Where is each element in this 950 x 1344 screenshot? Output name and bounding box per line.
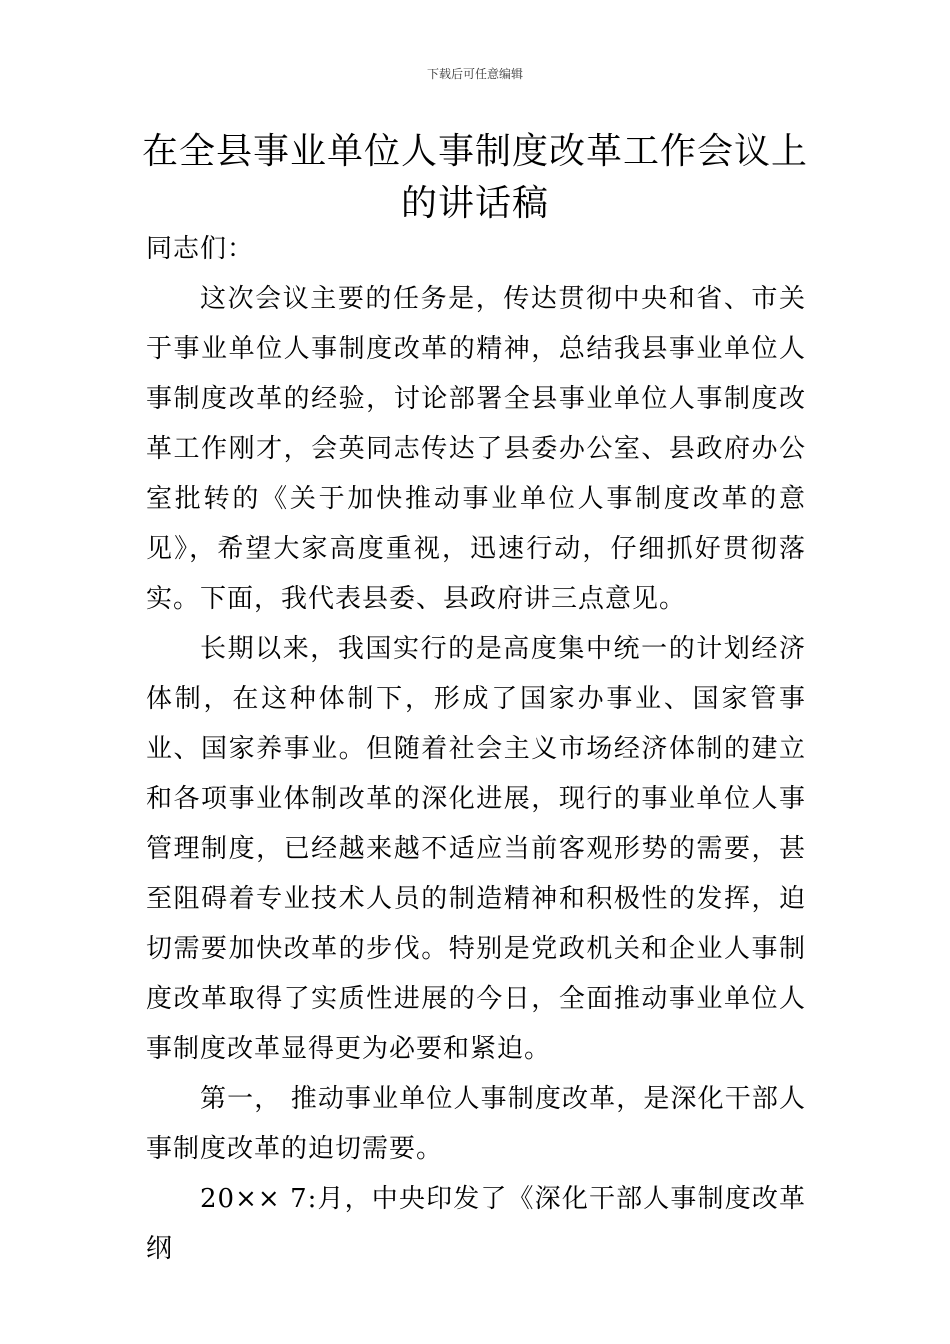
salutation: 同志们：: [146, 234, 255, 264]
paragraph-4: 20×× 7:月，中央印发了《深化干部人事制度改革纲: [146, 1184, 806, 1264]
document-body: [146, 224, 806, 1274]
document-title: 在全县事业单位人事制度改革工作会议上的讲话稿: [141, 131, 808, 224]
paragraph-3: 第一， 推动事业单位人事制度改革，是深化干部人事制度改革的迫切需要。: [146, 1084, 806, 1164]
paragraph-1: 这次会议主要的任务是，传达贯彻中央和省、市关于事业单位人事制度改革的精神，总结我县事业单位人事制度改革的经验，讨论部署全县事业单位人事制度改革工作刚才，会英同志传达了县委办公室、县政府办公室批转的《关于加快推动事业单位人事制度改革的意见》，希望大家高度重视，迅速行动，仔细抓好贯彻落实。下面，我代表县委、县政府讲三点意见。: [146, 284, 806, 614]
header-note: 下载后可任意编辑: [426, 67, 523, 81]
paragraph-2: 长期以来，我国实行的是高度集中统一的计划经济体制，在这种体制下，形成了国家办事业、国家管事业、国家养事业。但随着社会主义市场经济体制的建立和各项事业体制改革的深化进展，现行的事业单位人事管理制度，已经越来越不适应当前客观形势的需要，甚至阻碍着专业技术人员的制造精神和积极性的发挥，迫切需要加快改革的步伐。特别是党政机关和企业人事制度改革取得了实质性进展的今日，全面推动事业单位人事制度改革显得更为必要和紧迫。: [146, 634, 806, 1064]
